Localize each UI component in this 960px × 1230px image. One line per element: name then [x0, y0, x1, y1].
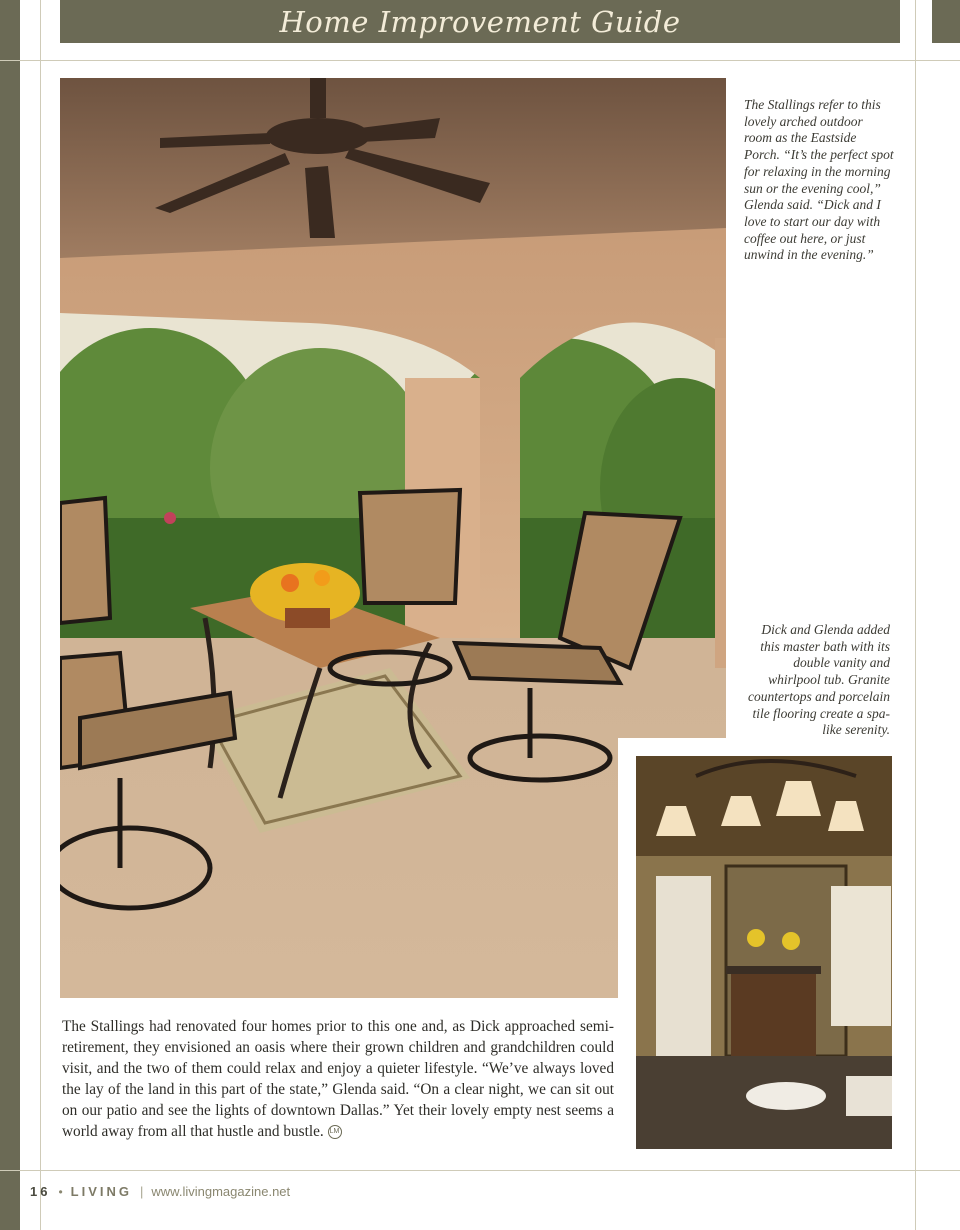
- magazine-name: LIVING: [70, 1184, 133, 1199]
- bottom-horizontal-rule: [0, 1170, 960, 1171]
- master-bath-photo: [636, 756, 892, 1149]
- page-number: 16: [30, 1184, 51, 1199]
- bath-caption: Dick and Glenda added this master bath with its double vanity and whirlpool tub. Granite countertops and porcelain tile flooring create a spa-like serenity.: [748, 622, 890, 738]
- section-title: Home Improvement Guide: [279, 4, 681, 39]
- left-vertical-rule: [40, 0, 41, 1230]
- article-paragraph: The Stallings had renovated four homes prior to this one and, as Dick approached semi-retirement, they envisioned an oasis where their grown children and grandchildren could visit, and the two of them could relax and enjoy a quieter lifestyle. “We’ve always loved the lay of the land in this part of the state,” Glenda said. “On a clear night, we can sit out on our patio and see the lights of downtown Dallas.” Yet their lovely empty nest seems a world away from all that hustle and bustle.: [62, 1018, 614, 1140]
- magazine-url-link[interactable]: www.livingmagazine.net: [151, 1184, 291, 1199]
- porch-caption: The Stallings refer to this lovely arched outdoor room as the Eastside Porch. “It’s the perfect spot for relaxing in the morning sun or the evening cool,” Glenda said. “Dick and I love to start our day with coffee out here, or just unwind in the evening.”: [744, 97, 894, 263]
- right-vertical-rule: [915, 0, 916, 1230]
- footer-separator: |: [140, 1184, 144, 1199]
- footer-bullet: •: [58, 1184, 63, 1199]
- header-right-tab: [932, 0, 960, 43]
- article-body: [62, 1016, 614, 1142]
- top-horizontal-rule: [0, 60, 960, 61]
- left-color-band: [0, 0, 20, 1230]
- page-footer: [30, 1184, 290, 1199]
- end-mark-icon: LM: [328, 1125, 342, 1139]
- header-band: [60, 0, 900, 43]
